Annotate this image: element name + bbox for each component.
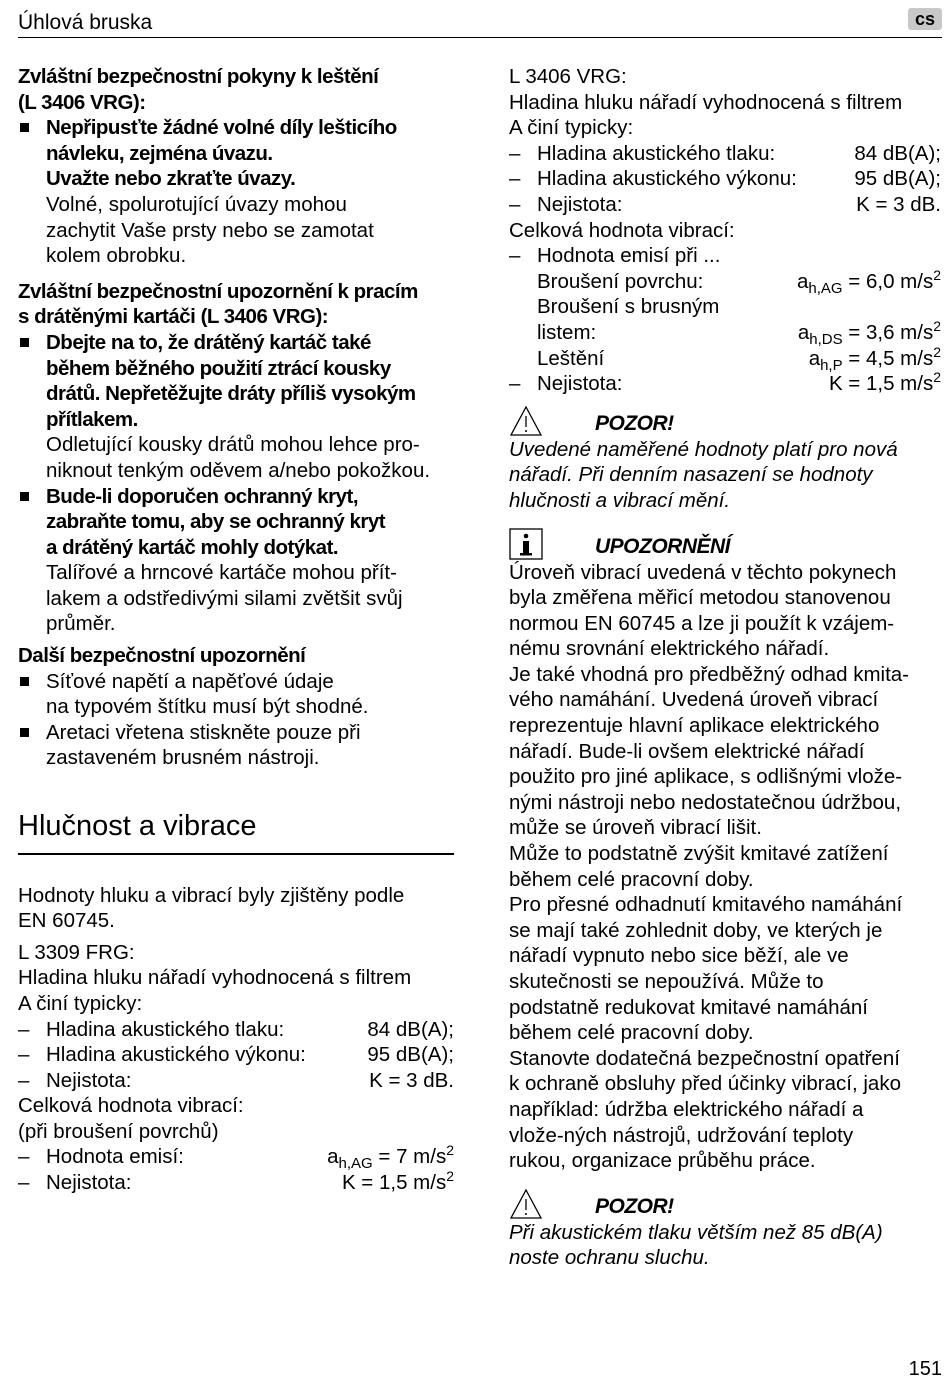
bullet-square-icon — [20, 338, 29, 347]
vibration-row: Broušení povrchu: $a_{h,AG} = 6,0$ $m/s^2$ — [537, 266, 941, 297]
page-number: 151 — [908, 1358, 942, 1380]
vibration-row: – Nejistota: K = 1,5 $m/s^2$ — [509, 369, 941, 396]
noise-row: – Hladina akustického výkonu: 95 dB(A); — [509, 167, 941, 191]
polish-safety-heading: Zvláštní bezpečnostní pokyny k leštění (L 3406 VRG): — [18, 65, 379, 114]
warning-triangle-icon — [509, 405, 543, 437]
caution-heading: POZOR! — [509, 405, 941, 437]
left-column — [18, 64, 454, 1196]
bullet-square-icon — [20, 677, 29, 686]
bullet-square-icon — [20, 123, 29, 132]
vibration-row: – Hodnota emisí při ... — [509, 244, 721, 268]
model-label: L 3309 FRG: — [18, 940, 135, 964]
model-label: L 3406 VRG: — [509, 65, 627, 88]
caution-heading: POZOR! — [509, 1188, 941, 1220]
other-safety-heading: Další bezpečnostní upozornění — [18, 644, 306, 668]
note-text: Úroveň vibrací uvedená v těchto pokynech byla změřena měřicí metodou stanovenou normou EN 60745 a lze ji použít k vzájem- nému srovnání elektrického nářadí. Je také vhodná pro předběžný odhad kmita- vého namáhání. Uvedená úroveň vibrací reprezentuje hlavní aplikace elektrického nářadí. Bude-li ovšem elektrické nářadí použito pro jiné aplikace, s odlišnými vlože- nými nástroji nebo nedostatečnou údržbou, může se úroveň vibrací lišit. Může to podstatně zvýšit kmitavé zatížení během celé pracovní doby. Pro přesné odhadnutí kmitavého namáhání se mají také zohlednit doby, ve kterých je nářadí vypnuto nebo sice běží, ale ve skutečnosti se nepoužívá. Může to podstatně redukovat kmitavé namáhání během celé pracovní doby. Stanovte dodatečná bezpečnostní opatření k ochraně obsluhy před účinky vibrací, jako například: údržba elektrického nářadí a vlože-ných nástrojů, udržování teploty rukou, organizace průběhu práce. — [509, 560, 910, 1173]
vibration-intro: Celková hodnota vibrací: (při broušení povrchů) — [18, 1094, 244, 1143]
noise-intro: Hladina hluku nářadí vyhodnocená s filtrem A činí typicky: — [18, 966, 412, 1015]
list-item: Síťové napětí a napěťové údaje na typovém štítku musí být shodné. — [18, 669, 454, 720]
list-item: Aretaci vřetena stiskněte pouze při zastaveném brusném nástroji. — [18, 720, 454, 771]
section-title: Hlučnost a vibrace — [18, 810, 257, 843]
info-icon — [509, 528, 543, 560]
noise-row: – Nejistota: K = 3 dB. — [509, 192, 941, 216]
vibration-row: Leštění $a_{h,P} = 4,5$ $m/s^2$ — [537, 343, 941, 374]
noise-row: – Hladina akustického tlaku: 84 dB(A); — [509, 141, 941, 165]
right-column — [509, 64, 941, 1271]
header-rule — [18, 37, 942, 38]
wire-brush-safety-heading: Zvláštní bezpečnostní upozornění k pracím s drátěnými kartáči (L 3406 VRG): — [18, 279, 418, 329]
bullet-square-icon — [20, 728, 29, 737]
noise-row: – Hladina akustického výkonu: 95 dB(A); — [18, 1043, 454, 1067]
vibration-intro: Celková hodnota vibrací: — [509, 218, 735, 242]
noise-row: – Nejistota: K = 3 dB. — [18, 1068, 454, 1092]
bullet-square-icon — [20, 492, 29, 501]
caution-text: Uvedené naměřené hodnoty platí pro nová nářadí. Při denním nasazení se hodnoty hlučnosti a vibrací mění. — [509, 437, 898, 512]
vibration-row: – Nejistota: K = 1,5 $m/s^2$ — [18, 1168, 454, 1195]
list-item: Bude-li doporučen ochranný kryt, zabraňte tomu, aby se ochranný kryt a drátěný kartáč mohly dotýkat. Talířové a hrncové kartáče mohou přít- lakem a odstředivými silami zvětšit svůj průměr. — [18, 484, 454, 638]
noise-intro: Hladina hluku nářadí vyhodnocená s filtrem A činí typicky: — [509, 90, 903, 140]
caution-text: Při akustickém tlaku větším než 85 dB(A) noste ochranu sluchu. — [509, 1220, 883, 1270]
list-item: Dbejte na to, že drátěný kartáč také během běžného použití ztrácí kousky drátů. Nepřetěžujte dráty příliš vysokým přítlakem. Odletující kousky drátů mohou lehce pro- niknout tenkým oděvem a/nebo pokožkou. — [18, 330, 454, 484]
intro-paragraph: Hodnoty hluku a vibrací byly zjištěny podle EN 60745. — [18, 883, 405, 933]
language-badge: cs — [908, 8, 942, 30]
noise-row: – Hladina akustického tlaku: 84 dB(A); — [18, 1017, 454, 1041]
vibration-row: listem: $a_{h,DS} = 3,6$ $m/s^2$ — [537, 317, 941, 348]
vibration-row: Broušení s brusným — [537, 295, 720, 319]
warning-triangle-icon — [509, 1188, 543, 1220]
vibration-row: – Hodnota emisí: $a_{h,AG} = 7$ $m/s^2$ — [18, 1142, 454, 1173]
running-header-title: Úhlová bruska — [18, 11, 153, 34]
list-item: Nepřipusťte žádné volné díly lešticího návleku, zejména úvazu. Uvažte nebo zkraťte úvazy. Volné, spolurotující úvazy mohou zachytit Vaše prsty nebo se zamotat kolem obrobku. — [18, 115, 454, 269]
note-heading: UPOZORNĚNÍ — [509, 528, 941, 560]
